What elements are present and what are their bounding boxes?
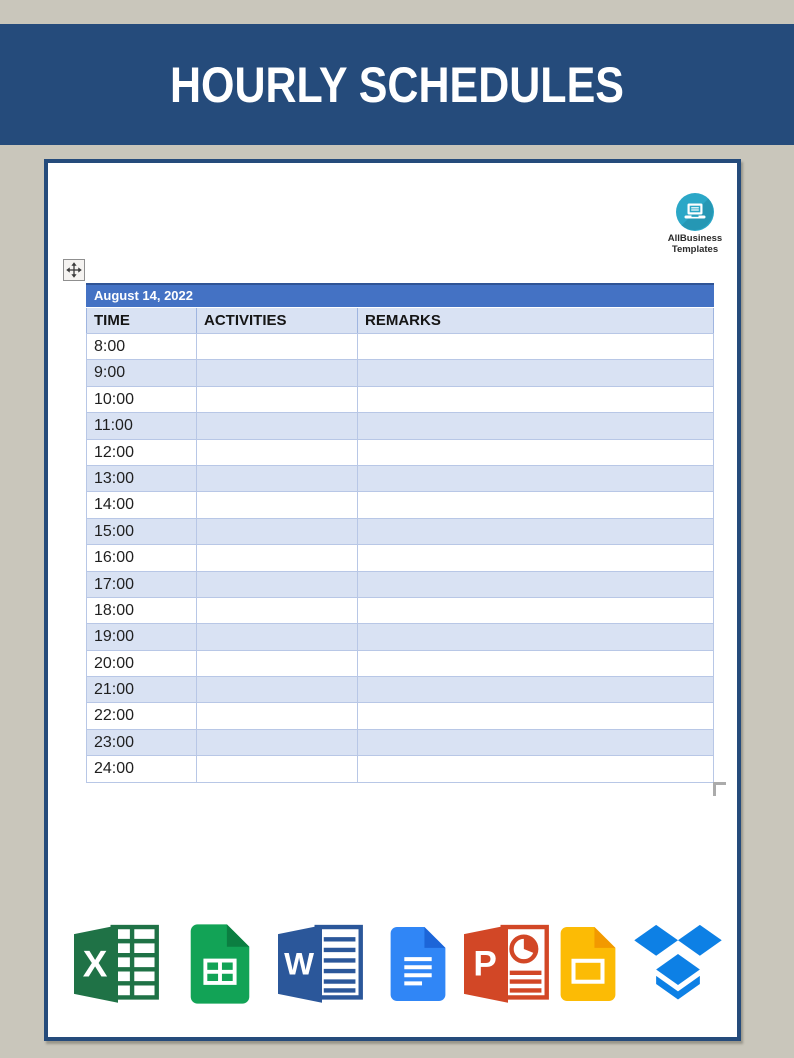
docs-glyph: [389, 922, 447, 1006]
move-arrows-icon: [65, 261, 83, 279]
activities-cell: [197, 703, 358, 728]
remarks-cell: [358, 466, 714, 491]
activities-cell: [197, 624, 358, 649]
remarks-cell: [358, 703, 714, 728]
activities-cell: [197, 492, 358, 517]
svg-text:P: P: [473, 944, 497, 984]
activities-cell: [197, 519, 358, 544]
table-row: [86, 677, 714, 703]
activities-cell: [197, 545, 358, 570]
time-cell: 20:00: [86, 651, 197, 676]
table-row: [86, 413, 714, 439]
table-row: [86, 466, 714, 492]
time-cell: 10:00: [86, 387, 197, 412]
remarks-cell: [358, 360, 714, 385]
remarks-cell: [358, 572, 714, 597]
table-row: [86, 492, 714, 518]
activities-cell: [197, 598, 358, 623]
title-banner: [0, 24, 794, 145]
activities-cell: [197, 440, 358, 465]
activities-cell: [197, 730, 358, 755]
schedule-body: [86, 334, 714, 783]
time-cell: 21:00: [86, 677, 197, 702]
table-row: [86, 440, 714, 466]
time-cell: 11:00: [86, 413, 197, 438]
table-row: [86, 387, 714, 413]
microsoft-excel-icon[interactable]: [71, 918, 165, 1010]
table-row: [86, 624, 714, 650]
logo-text-line2: Templates: [671, 243, 719, 255]
table-row: [86, 651, 714, 677]
time-cell: 19:00: [86, 624, 197, 649]
remarks-cell: [358, 624, 714, 649]
time-cell: 17:00: [86, 572, 197, 597]
table-row: [86, 756, 714, 782]
time-cell: 12:00: [86, 440, 197, 465]
column-header-remarks: REMARKS: [358, 308, 714, 333]
remarks-cell: [358, 440, 714, 465]
time-cell: 23:00: [86, 730, 197, 755]
remarks-cell: [358, 756, 714, 781]
remarks-cell: [358, 413, 714, 438]
remarks-cell: [358, 598, 714, 623]
time-cell: 22:00: [86, 703, 197, 728]
sheets-glyph: [189, 922, 251, 1006]
remarks-cell: [358, 545, 714, 570]
activities-cell: [197, 413, 358, 438]
dropbox-icon[interactable]: [631, 918, 725, 1010]
table-move-handle[interactable]: [63, 259, 85, 281]
remarks-cell: [358, 651, 714, 676]
microsoft-word-icon[interactable]: [274, 918, 370, 1010]
google-docs-icon[interactable]: [389, 918, 447, 1010]
laptop-logo-icon: [675, 192, 715, 232]
remarks-cell: [358, 334, 714, 359]
activities-cell: [197, 572, 358, 597]
time-cell: 13:00: [86, 466, 197, 491]
column-header-time: TIME: [86, 308, 197, 333]
slides-glyph: [559, 922, 617, 1006]
time-cell: 8:00: [86, 334, 197, 359]
dropbox-glyph: [631, 923, 725, 1005]
table-row: [86, 572, 714, 598]
table-resize-handle[interactable]: [713, 782, 726, 796]
table-row: [86, 703, 714, 729]
activities-cell: [197, 387, 358, 412]
excel-glyph: [71, 920, 165, 1008]
hourly-schedule-table: [86, 283, 714, 783]
powerpoint-glyph: [460, 920, 556, 1008]
activities-cell: [197, 466, 358, 491]
logo-text-line1: AllBusiness: [667, 233, 723, 244]
google-slides-icon[interactable]: [559, 918, 617, 1010]
remarks-cell: [358, 492, 714, 517]
activities-cell: [197, 677, 358, 702]
table-row: [86, 598, 714, 624]
svg-text:W: W: [284, 945, 315, 982]
google-sheets-icon[interactable]: [189, 918, 251, 1010]
table-row: [86, 730, 714, 756]
date-header-row: August 14, 2022: [86, 283, 714, 308]
time-cell: 16:00: [86, 545, 197, 570]
time-cell: 9:00: [86, 360, 197, 385]
remarks-cell: [358, 387, 714, 412]
document-preview: [44, 159, 741, 1041]
word-glyph: [274, 920, 370, 1008]
time-cell: 18:00: [86, 598, 197, 623]
format-icons-row: [48, 918, 737, 1010]
column-header-activities: ACTIVITIES: [197, 308, 358, 333]
allbusinesstemplates-logo: [657, 192, 733, 255]
page-title: HOURLY SCHEDULES: [169, 56, 624, 113]
microsoft-powerpoint-icon[interactable]: [460, 918, 556, 1010]
table-row: [86, 545, 714, 571]
remarks-cell: [358, 730, 714, 755]
activities-cell: [197, 651, 358, 676]
time-cell: 24:00: [86, 756, 197, 781]
time-cell: 14:00: [86, 492, 197, 517]
table-row: [86, 334, 714, 360]
svg-text:X: X: [82, 943, 108, 985]
table-row: [86, 519, 714, 545]
column-header-row: [86, 308, 714, 334]
activities-cell: [197, 334, 358, 359]
table-row: [86, 360, 714, 386]
remarks-cell: [358, 519, 714, 544]
activities-cell: [197, 360, 358, 385]
remarks-cell: [358, 677, 714, 702]
time-cell: 15:00: [86, 519, 197, 544]
activities-cell: [197, 756, 358, 781]
